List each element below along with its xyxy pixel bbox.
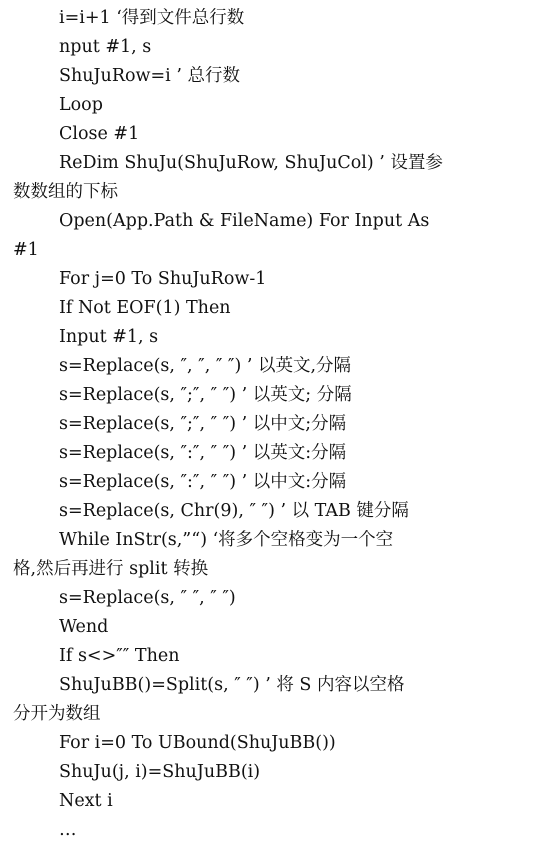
code-line-ellipsis: … xyxy=(59,820,77,840)
code-line-7: Open(App.Path & FileName) For Input As xyxy=(59,211,430,231)
code-line-23: ShuJu(j, i)=ShuJuBB(i) xyxy=(59,762,261,782)
code-line-22: For i=0 To UBound(ShuJuBB()) xyxy=(59,733,336,753)
code-line-13: s=Replace(s, ″;″, ″ ″) ’ 以中文;分隔 xyxy=(59,414,347,434)
code-line-5: Close #1 xyxy=(59,124,140,144)
code-line-19: Wend xyxy=(59,617,109,637)
code-line-20: If s<>″″ Then xyxy=(59,646,180,666)
code-line-3: ShuJuRow=i ’ 总行数 xyxy=(59,66,240,86)
code-line-9: If Not EOF(1) Then xyxy=(59,298,231,318)
code-line-12: s=Replace(s, ″;″, ″ ″) ’ 以英文; 分隔 xyxy=(59,385,352,405)
code-listing xyxy=(13,4,525,845)
code-line-1: i=i+1 ‘得到文件总行数 xyxy=(59,8,245,28)
code-line-21: ShuJuBB()=Split(s, ″ ″) ’ 将 S 内容以空格 xyxy=(59,675,405,695)
code-line-6-continuation: 数数组的下标 xyxy=(13,182,118,202)
code-line-17-continuation: 格,然后再进行 split 转换 xyxy=(13,559,209,579)
code-line-7-continuation: #1 xyxy=(13,240,39,260)
code-line-18: s=Replace(s, ″ ″, ″ ″) xyxy=(59,588,236,608)
code-line-6: ReDim ShuJu(ShuJuRow, ShuJuCol) ’ 设置参 xyxy=(59,153,443,173)
code-line-24: Next i xyxy=(59,791,113,811)
code-line-17: While InStr(s,”“) ‘将多个空格变为一个空 xyxy=(59,530,394,550)
code-line-10: Input #1, s xyxy=(59,327,159,347)
code-line-16: s=Replace(s, Chr(9), ″ ″) ’ 以 TAB 键分隔 xyxy=(59,501,409,521)
code-line-2: nput #1, s xyxy=(59,37,152,57)
code-line-21-continuation: 分开为数组 xyxy=(13,704,101,724)
code-line-4: Loop xyxy=(59,95,103,115)
code-line-15: s=Replace(s, ″:″, ″ ″) ’ 以中文:分隔 xyxy=(59,472,347,492)
code-line-11: s=Replace(s, ″, ″, ″ ″) ’ 以英文,分隔 xyxy=(59,356,352,376)
code-line-8: For j=0 To ShuJuRow-1 xyxy=(59,269,267,289)
code-line-14: s=Replace(s, ″:″, ″ ″) ’ 以英文:分隔 xyxy=(59,443,347,463)
